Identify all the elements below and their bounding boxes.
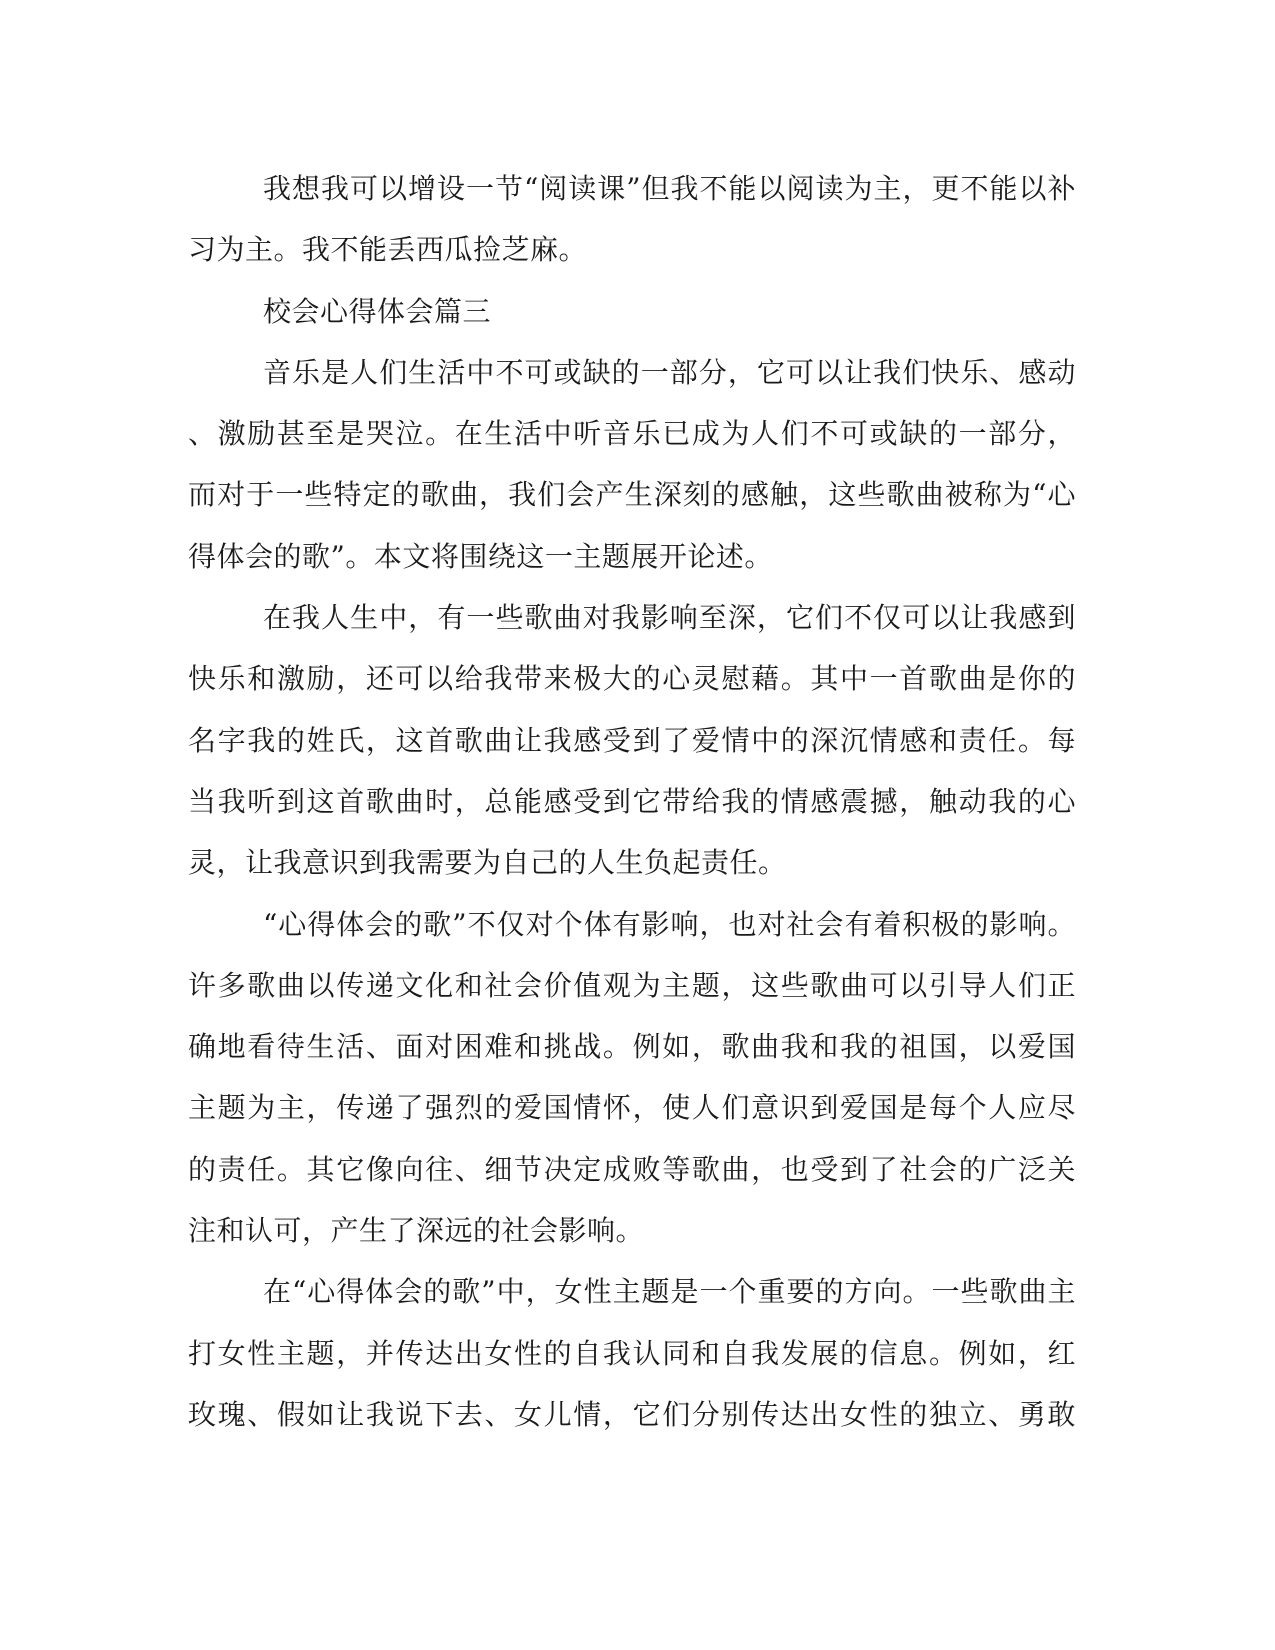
paragraph-line: 注和认可，产生了深远的社会影响。 [188, 1214, 645, 1248]
paragraph-line: “心得体会的歌”不仅对个体有影响，也对社会有着积极的影响。 [263, 907, 1076, 941]
paragraph-line: 在“心得体会的歌”中，女性主题是一个重要的方向。一些歌曲主 [263, 1275, 1076, 1309]
paragraph-line: 确地看待生活、面对困难和挑战。例如，歌曲我和我的祖国，以爱国 [188, 1030, 1076, 1064]
paragraph-line: 而对于一些特定的歌曲，我们会产生深刻的感触，这些歌曲被称为“心 [188, 478, 1076, 512]
section-heading: 校会心得体会篇三 [263, 294, 492, 328]
paragraph-line: 习为主。我不能丢西瓜捡芝麻。 [188, 233, 588, 267]
paragraph-line: 的责任。其它像向往、细节决定成败等歌曲，也受到了社会的广泛关 [188, 1152, 1076, 1186]
document-body [188, 158, 1076, 1445]
paragraph-line: 音乐是人们生活中不可或缺的一部分，它可以让我们快乐、感动 [263, 355, 1076, 389]
paragraph-line: 打女性主题，并传达出女性的自我认同和自我发展的信息。例如，红 [188, 1336, 1076, 1370]
paragraph-line: 名字我的姓氏，这首歌曲让我感受到了爱情中的深沉情感和责任。每 [188, 723, 1076, 757]
paragraph-line: 灵，让我意识到我需要为自己的人生负起责任。 [188, 846, 787, 880]
paragraph-line: 我想我可以增设一节“阅读课”但我不能以阅读为主，更不能以补 [263, 172, 1076, 205]
paragraph-line: 当我听到这首歌曲时，总能感受到它带给我的情感震撼，触动我的心 [188, 784, 1076, 818]
paragraph-line: 玫瑰、假如让我说下去、女儿情，它们分别传达出女性的独立、勇敢 [188, 1397, 1076, 1431]
paragraph-line: 快乐和激励，还可以给我带来极大的心灵慰藉。其中一首歌曲是你的 [188, 662, 1076, 696]
paragraph-line: 得体会的歌”。本文将围绕这一主题展开论述。 [188, 539, 773, 573]
paragraph-line: 、激励甚至是哭泣。在生活中听音乐已成为人们不可或缺的一部分， [188, 417, 1076, 451]
paragraph-line: 在我人生中，有一些歌曲对我影响至深，它们不仅可以让我感到 [263, 601, 1076, 635]
paragraph-line: 许多歌曲以传递文化和社会价值观为主题，这些歌曲可以引导人们正 [188, 968, 1076, 1002]
paragraph-line: 主题为主，传递了强烈的爱国情怀，使人们意识到爱国是每个人应尽 [188, 1091, 1076, 1125]
